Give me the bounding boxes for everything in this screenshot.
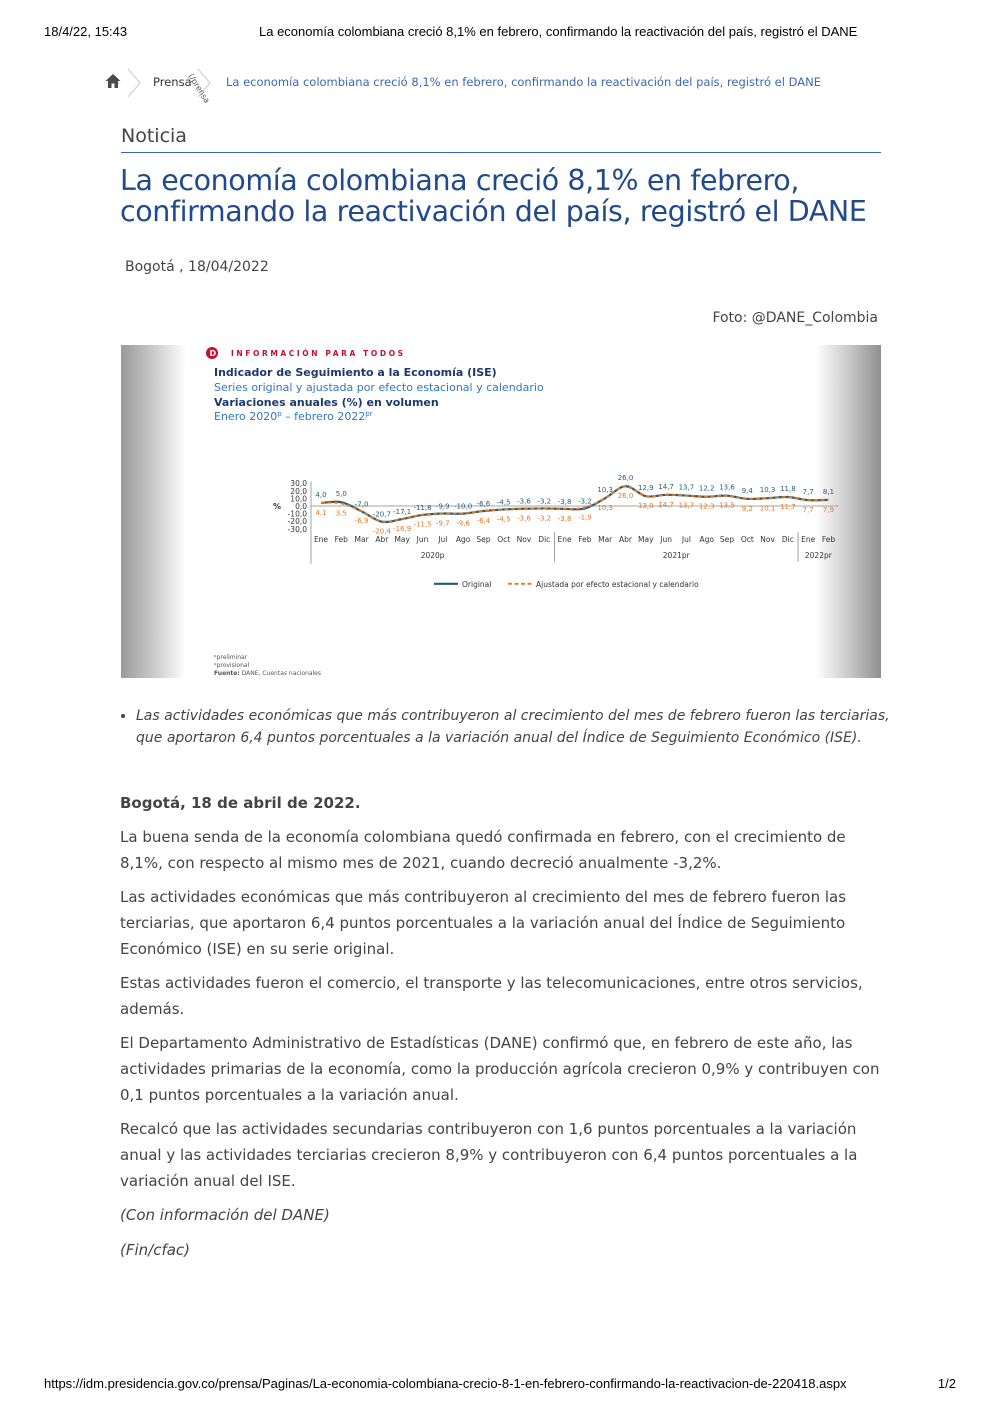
data-label-original: -7,0 (354, 500, 369, 509)
article-signoff: (Fin/cfac) (120, 1241, 191, 1259)
section-divider (121, 152, 881, 153)
data-label-adjusted: -20,4 (372, 527, 391, 536)
section-label: Noticia (121, 125, 187, 147)
x-tick-label: Jun (660, 534, 672, 544)
data-label-original: -3,6 (517, 497, 531, 506)
data-label-adjusted: 10,3 (597, 504, 613, 513)
x-tick-label: Sep (719, 534, 735, 544)
x-tick-label: Ene (313, 534, 329, 544)
x-tick-label: Ene (801, 534, 816, 544)
dane-logo-letter: D (209, 349, 217, 358)
data-label-adjusted: 13,7 (678, 501, 695, 510)
data-label-adjusted: 7,7 (802, 506, 814, 515)
photo-credit: Foto: @DANE_Colombia (712, 310, 878, 326)
chart-title: Indicador de Seguimiento a la Economía (ISE) (214, 366, 497, 379)
x-tick-label: Sep (476, 534, 491, 544)
article-paragraph: La buena senda de la economía colombiana quedó confirmada en febrero, con el crecimiento de 8,1%, con respecto al mismo mes de 2021, cuando decreció anualmente -3,2%. (120, 828, 846, 872)
data-label-original: 7,7 (802, 488, 814, 497)
data-label-adjusted: -9,7 (435, 519, 450, 528)
print-footer (44, 1376, 956, 1394)
article-body (120, 790, 885, 1272)
home-icon[interactable] (104, 72, 124, 92)
legend-label-original: Original (462, 579, 492, 589)
data-label-adjusted: 26,0 (617, 492, 634, 501)
data-label-adjusted: -3,6 (517, 514, 531, 523)
summary-bullets (120, 705, 901, 749)
data-label-adjusted: 13,0 (638, 502, 654, 511)
breadcrumb (104, 68, 904, 105)
legend-label-adjusted: Ajustada por efecto estacional y calendario (536, 579, 699, 589)
x-tick-label: Ago (699, 534, 714, 544)
chevron-right-icon (190, 68, 214, 98)
data-label-adjusted: -6,4 (476, 516, 491, 525)
data-label-adjusted: 3,5 (335, 509, 347, 518)
data-label-original: -6,6 (476, 500, 491, 509)
y-tick-label: 10,0 (290, 494, 307, 504)
chart-period: Enero 2020$^p$ – febrero $2022^{pr}$ (214, 410, 373, 423)
data-label-adjusted: -1,9 (578, 513, 592, 522)
y-tick-label: 0,0 (295, 502, 307, 511)
y-tick-label: 30,0 (290, 479, 307, 489)
data-label-adjusted: -4,5 (496, 515, 511, 524)
print-datetime: 18/4/22, 15:43 (44, 24, 128, 39)
data-label-original: -3,8 (557, 497, 572, 506)
print-page-title: La economía colombiana creció 8,1% en febrero, confirmando la reactivación del país, registró el DANE (259, 24, 858, 39)
data-label-adjusted: -3,2 (537, 514, 552, 523)
image-shade-left (121, 345, 186, 678)
x-tick-label: Feb (821, 534, 836, 544)
x-tick-label: Abr (375, 534, 389, 544)
year-group-label: 2021pr (662, 550, 690, 560)
data-label-adjusted: -3,8 (557, 514, 572, 523)
x-tick-label: Feb (578, 534, 592, 544)
data-label-adjusted: 11,7 (780, 503, 796, 512)
article-paragraph: Recalcó que las actividades secundarias contribuyeron con 1,6 puntos porcentuales a la variación anual y las actividades terciarias crecieron 8,9% y contribuyeron con 6,4 puntos porcentuales a la variación anual del ISE. (120, 1120, 858, 1190)
chevron-right-icon (126, 68, 142, 98)
x-tick-label: Dic (538, 534, 551, 544)
data-label-original: 13,7 (678, 483, 695, 492)
y-tick-label: 20,0 (290, 486, 307, 496)
chart-subtitle: Series original y ajustada por efecto estacional y calendario (214, 381, 544, 394)
article-credit: (Con información del DANE) (120, 1206, 330, 1224)
article-headline: La economía colombiana creció 8,1% en febrero, confirmando la reactivación del país, registró el DANE (120, 164, 867, 228)
data-label-original: 5,0 (335, 490, 347, 499)
x-tick-label: Mar (598, 534, 613, 544)
note-provisional: ᵖprovisional (214, 662, 250, 669)
article-paragraph: Estas actividades fueron el comercio, el transporte y las telecomunicaciones, entre otros servicios, además. (120, 974, 863, 1018)
x-tick-label: Dic (781, 534, 794, 544)
x-tick-label: Feb (334, 534, 348, 544)
data-label-adjusted: 7,9 (822, 505, 835, 514)
data-label-adjusted: 12,3 (698, 502, 715, 511)
x-tick-label: May (638, 534, 654, 544)
data-label-original: -11,8 (413, 503, 432, 512)
y-tick-label: -30,0 (287, 524, 307, 534)
data-label-original: 8,1 (822, 487, 835, 496)
brand-tagline: INFORMACIÓN PARA TODOS (231, 349, 406, 358)
year-group-label: 2022pr (804, 550, 832, 560)
print-url: https://idm.presidencia.gov.co/prensa/Paginas/La-economia-colombiana-crecio-8-1-en-febrero-confirmando-la-reactivacion-de-220418.aspx (44, 1376, 847, 1391)
data-label-adjusted: -9,6 (456, 519, 470, 528)
data-label-original: -4,5 (496, 498, 511, 507)
x-tick-label: Abr (619, 534, 632, 544)
article-paragraph: Las actividades económicas que más contribuyeron al crecimiento del mes de febrero fueron las terciarias, que aportaron 6,4 puntos porcentuales a la variación anual del Índice de Seguimiento Económico (ISE) en su serie original. (120, 888, 847, 958)
y-tick-label: -10,0 (287, 509, 307, 519)
article-lead: Bogotá, 18 de abril de 2022. (120, 794, 361, 812)
article-image (121, 345, 881, 678)
ise-chart (186, 345, 836, 678)
data-label-original: -17,1 (393, 507, 412, 516)
data-label-original: -3,2 (578, 497, 592, 506)
data-label-adjusted: 9,2 (741, 505, 753, 514)
note-preliminar: ᵖpreliminar (214, 654, 248, 661)
breadcrumb-item-prensa-tag: (/prensa (186, 72, 212, 105)
data-label-original: 9,4 (741, 486, 753, 495)
summary-bullet: • Las actividades económicas que más contribuyeron al crecimiento del mes de febrero fueron las terciarias, que aportaron 6,4 puntos porcentuales a la variación anual del Índice de Seguimiento Económico (ISE). (136, 705, 901, 749)
data-label-adjusted: -6,9 (354, 517, 369, 526)
data-label-original: -9,9 (435, 502, 450, 511)
data-label-adjusted: 13,5 (719, 501, 735, 510)
year-group-label: 2020p (420, 550, 445, 560)
x-tick-label: Jul (438, 534, 448, 544)
x-tick-label: Oct (740, 534, 754, 544)
chart-subtitle-2: Variaciones anuales (%) en volumen (214, 396, 439, 409)
x-tick-label: Nov (760, 534, 775, 544)
x-tick-label: Nov (516, 534, 532, 544)
x-tick-label: Mar (354, 534, 369, 544)
data-label-original: -3,2 (537, 497, 552, 506)
y-axis-label: % (273, 502, 282, 511)
article-dateline: Bogotá , 18/04/2022 (125, 259, 269, 275)
data-label-original: 10,3 (597, 486, 613, 495)
data-label-original: 11,8 (780, 485, 796, 494)
article-paragraph: El Departamento Administrativo de Estadísticas (DANE) confirmó que, en febrero de este año, las actividades primarias de la economía, como la producción agrícola crecieron 0,9% y contribuyen con 0,1 puntos porcentuales a la variación anual. (120, 1034, 880, 1104)
data-label-original: 12,2 (698, 484, 715, 493)
data-label-adjusted: -16,9 (393, 524, 412, 533)
print-header (44, 24, 956, 42)
breadcrumb-item-prensa[interactable]: Prensa (153, 75, 192, 89)
data-label-original: -10,0 (454, 502, 473, 511)
x-tick-label: Oct (497, 534, 511, 544)
x-tick-label: Jun (416, 534, 429, 544)
print-page-number: 1/2 (937, 1376, 956, 1391)
data-label-original: 26,0 (617, 474, 634, 483)
data-label-adjusted: -11,5 (413, 520, 432, 529)
data-label-original: 4,0 (315, 490, 327, 499)
data-label-original: 10,3 (759, 486, 776, 495)
data-label-adjusted: 4,1 (315, 508, 327, 517)
data-label-adjusted: 10,1 (759, 504, 776, 513)
x-tick-label: Jul (681, 534, 691, 544)
breadcrumb-item-current[interactable]: La economía colombiana creció 8,1% en febrero, confirmando la reactivación del país, registró el DANE (226, 75, 821, 89)
data-label-original: 13,6 (719, 483, 735, 492)
data-label-original: 12,9 (638, 484, 654, 493)
x-tick-label: May (394, 534, 410, 544)
data-label-original: 14,7 (658, 482, 674, 491)
x-tick-label: Ene (557, 534, 572, 544)
y-tick-label: -20,0 (287, 517, 307, 527)
data-label-original: -20,7 (372, 510, 391, 519)
x-tick-label: Ago (455, 534, 471, 544)
data-label-adjusted: 14,7 (658, 500, 674, 509)
chart-source: Fuente: DANE, Cuentas nacionales (214, 670, 321, 677)
